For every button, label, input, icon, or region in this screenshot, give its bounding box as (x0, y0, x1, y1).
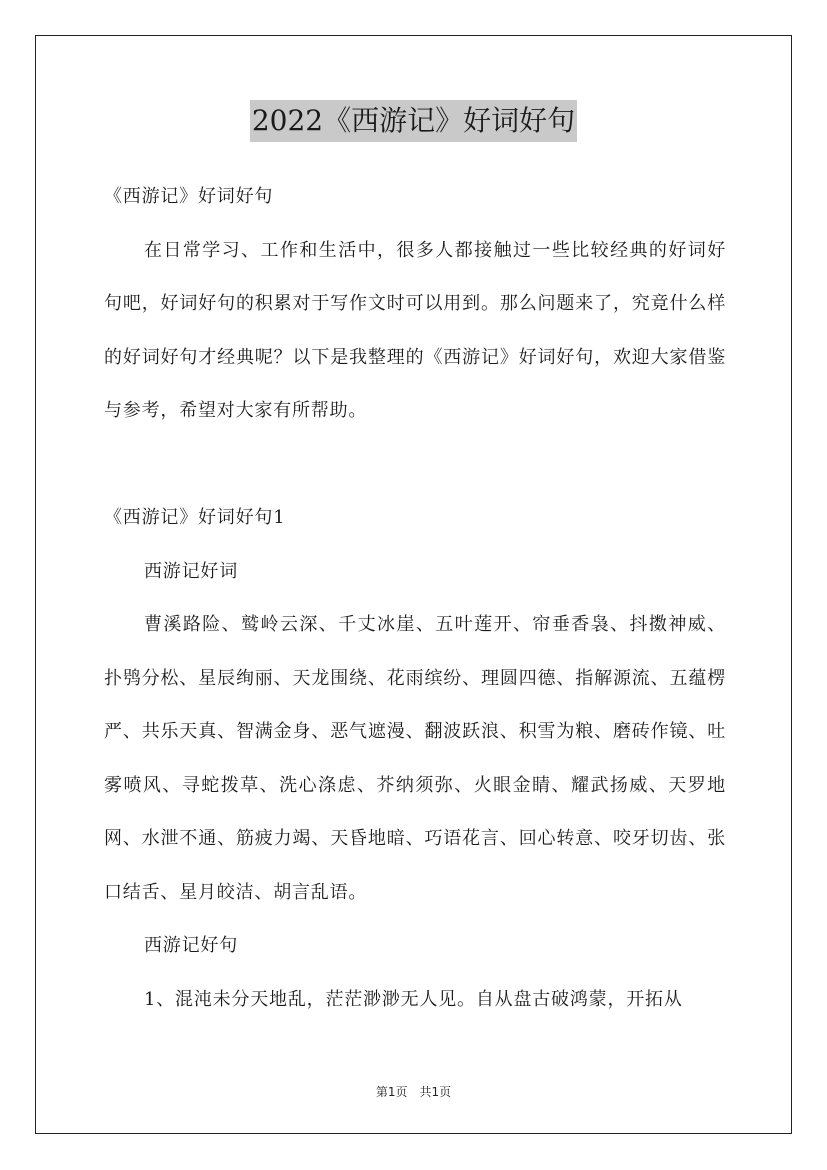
document-title (0, 100, 827, 142)
document-body (104, 170, 726, 1026)
sentences-label: 西游记好句 (144, 935, 238, 956)
section-heading: 《西游记》好词好句1 (104, 507, 286, 528)
document-subtitle: 《西游记》好词好句 (104, 186, 274, 207)
page-footer: 第1页 共1页 (375, 1085, 452, 1099)
intro-paragraph: 在日常学习、工作和生活中，很多人都接触过一些比较经典的好词好句吧，好词好句的积累对于写作文时可以用到。那么问题来了，究竟什么样的好词好句才经典呢？以下是我整理的《西游记》好词好句，欢迎大家借鉴与参考，希望对大家有所帮助。 (104, 239, 726, 421)
sentence-paragraph: 1、混沌未分天地乱，茫茫渺渺无人见。自从盘古破鸿蒙，开拓从 (144, 988, 683, 1010)
document-title-text: 2022《西游记》好词好句 (250, 100, 577, 142)
paragraph-gap (104, 438, 726, 492)
words-paragraph: 曹溪路险、鹫岭云深、千丈冰崖、五叶莲开、帘垂香袅、抖擞神威、扑鸮分松、星辰绚丽、天龙围绕、花雨缤纷、理圆四德、指解源流、五蕴楞严、共乐天真、智满金身、恶气遮漫、翻波跃浪、积雪为粮、磨砖作镜、吐雾喷风、寻蛇拨草、洗心涤虑、芥纳须弥、火眼金睛、耀武扬威、天罗地网、水泄不通、筋疲力竭、天昏地暗、巧语花言、回心转意、咬牙切齿、张口结舌、星月皎洁、胡言乱语。 (104, 614, 726, 903)
words-label: 西游记好词 (144, 560, 238, 582)
